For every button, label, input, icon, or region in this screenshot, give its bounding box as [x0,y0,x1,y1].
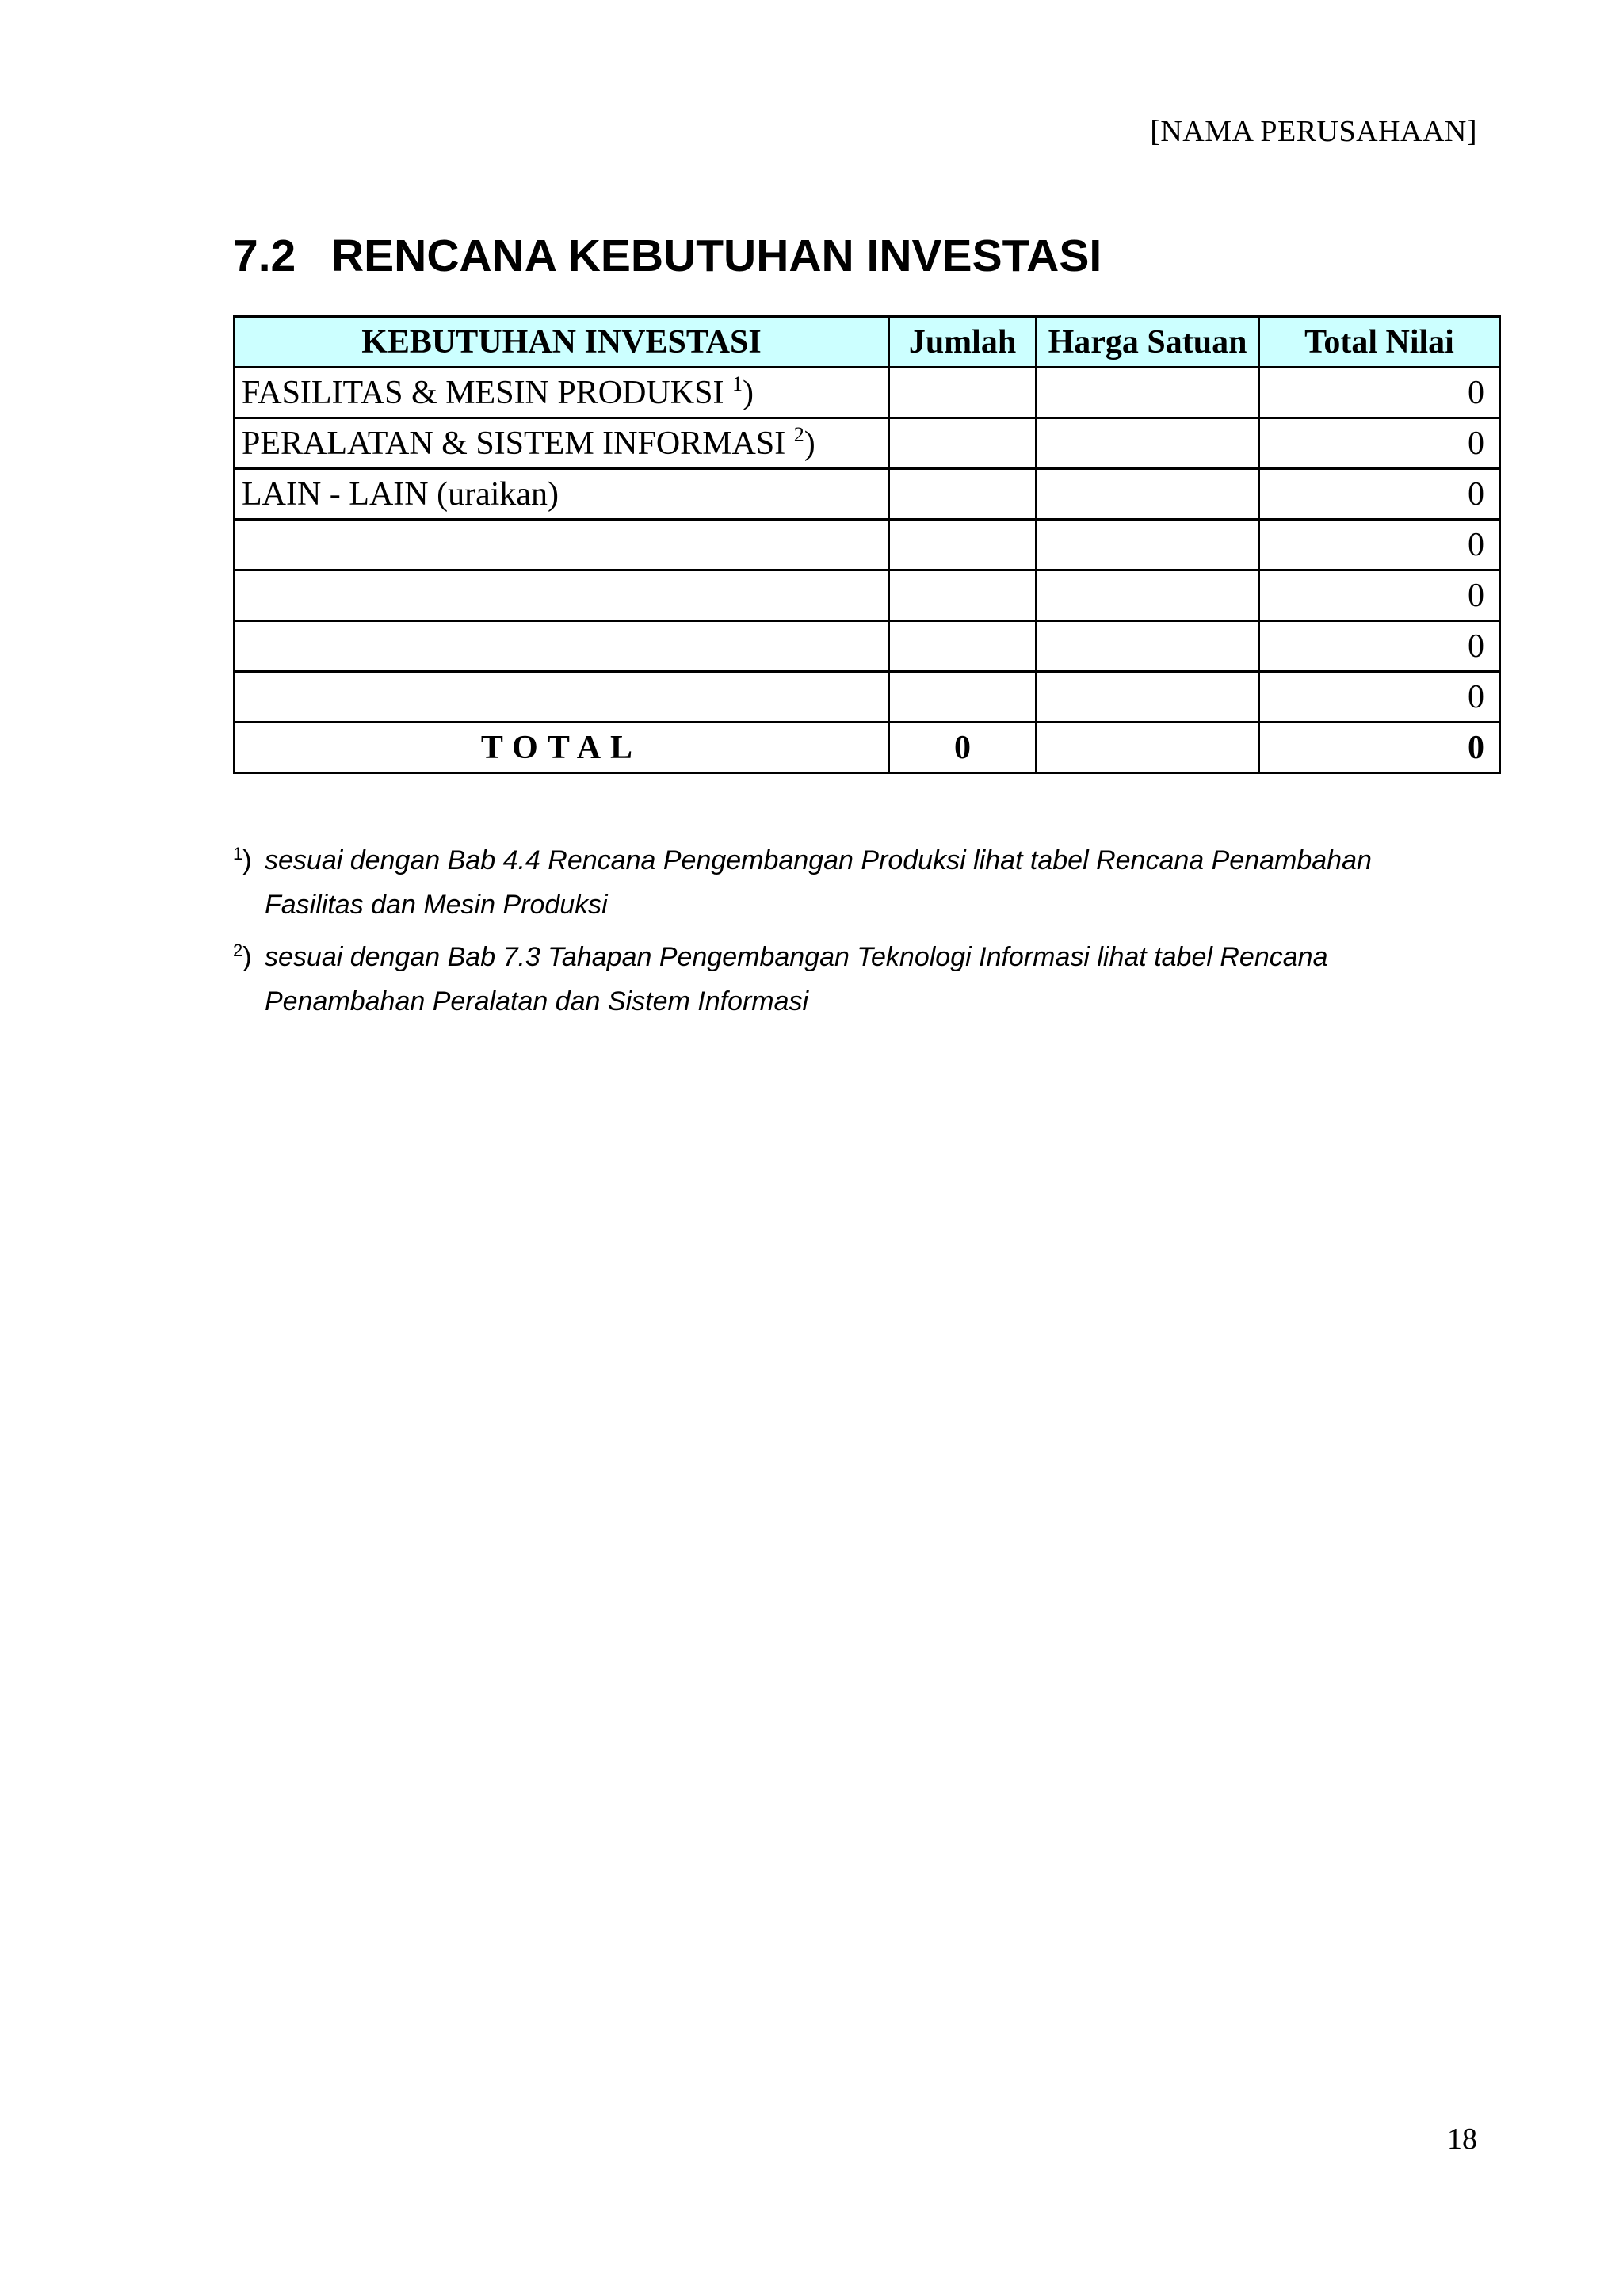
footnote-1 [233,838,1469,927]
table-row [235,570,1500,621]
total-nilai-cell: 0 [1259,570,1500,621]
table-header-row [235,317,1500,368]
footnote-text: sesuai dengan Bab 7.3 Tahapan Pengembangan Teknologi Informasi lihat tabel Rencana Penambahan Peralatan dan Sistem Informasi [265,942,1328,1016]
footnote-ref: 2 [793,422,804,446]
section-title [233,230,1102,282]
harga-satuan-cell [1037,469,1259,520]
total-nilai-cell: 0 [1259,672,1500,723]
footnote-text: sesuai dengan Bab 4.4 Rencana Pengembangan Produksi lihat tabel Rencana Penambahan Fasilitas dan Mesin Produksi [265,845,1372,920]
harga-satuan-cell [1037,520,1259,570]
footnote-number: 1 [233,844,243,864]
harga-satuan-cell [1037,368,1259,418]
total-nilai-cell: 0 [1259,418,1500,469]
footnote-paren: ) [242,942,252,972]
jumlah-cell [889,520,1037,570]
harga-satuan-cell [1037,621,1259,672]
harga-satuan-cell [1037,418,1259,469]
item-suffix: ) [742,374,754,411]
jumlah-cell [889,672,1037,723]
jumlah-cell [889,368,1037,418]
investment-table [233,315,1501,774]
harga-satuan-cell [1037,570,1259,621]
item-label: LAIN - LAIN (uraikan) [242,475,559,513]
item-cell [235,570,889,621]
company-name-header: [NAMA PERUSAHAAN] [1150,115,1477,148]
section-title-text: RENCANA KEBUTUHAN INVESTASI [331,231,1102,281]
item-label: PERALATAN & SISTEM INFORMASI [242,425,794,462]
item-cell [235,418,889,469]
footnote-paren: ) [242,845,252,875]
total-nilai-cell: 0 [1259,368,1500,418]
total-jumlah-cell: 0 [889,723,1037,773]
jumlah-cell [889,418,1037,469]
total-nilai-sum-cell: 0 [1259,723,1500,773]
footnote-marker [233,838,265,927]
table-row [235,520,1500,570]
section-number: 7.2 [233,231,296,281]
item-cell [235,520,889,570]
page-number: 18 [1447,2122,1477,2156]
header-total-nilai: Total Nilai [1259,317,1500,368]
header-harga-satuan: Harga Satuan [1037,317,1259,368]
jumlah-cell [889,621,1037,672]
total-nilai-cell: 0 [1259,520,1500,570]
footnotes [233,838,1469,1032]
total-row [235,723,1500,773]
total-nilai-cell: 0 [1259,621,1500,672]
table-row [235,418,1500,469]
item-cell [235,672,889,723]
total-nilai-cell: 0 [1259,469,1500,520]
footnote-marker [233,935,265,1024]
table-row [235,672,1500,723]
table-row [235,621,1500,672]
header-jumlah: Jumlah [889,317,1037,368]
table-row [235,469,1500,520]
total-harga-satuan-cell [1037,723,1259,773]
header-kebutuhan-investasi: KEBUTUHAN INVESTASI [235,317,889,368]
footnote-ref: 1 [731,372,743,395]
jumlah-cell [889,469,1037,520]
harga-satuan-cell [1037,672,1259,723]
footnote-number: 2 [233,940,243,960]
item-suffix: ) [804,425,815,462]
total-label: TOTAL [235,723,889,773]
item-cell [235,368,889,418]
item-cell [235,469,889,520]
item-label: FASILITAS & MESIN PRODUKSI [242,374,732,411]
jumlah-cell [889,570,1037,621]
item-cell [235,621,889,672]
table-row [235,368,1500,418]
footnote-2 [233,935,1469,1024]
